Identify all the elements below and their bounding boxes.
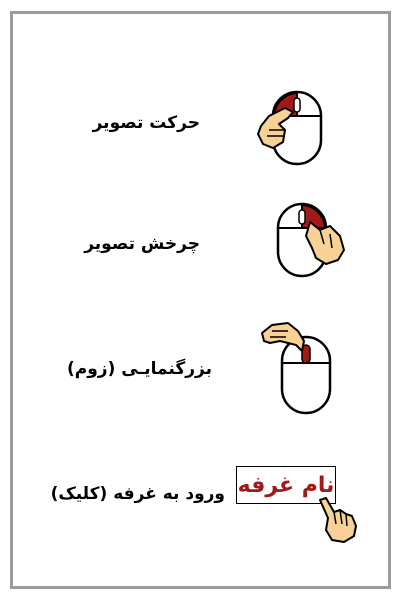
mouse-right-drag-icon	[270, 200, 350, 282]
enter-booth-label: ورود به غرفه (کلیک)	[50, 484, 225, 504]
click-hand-icon	[316, 494, 360, 546]
pan-label: حرکت تصویر	[92, 113, 200, 133]
zoom-label: بزرگنمایـی (زوم)	[66, 359, 212, 379]
booth-name-button[interactable]: نام غرفه	[236, 466, 336, 504]
rotate-label: چرخش تصویر	[84, 234, 200, 254]
mouse-left-drag-icon	[255, 86, 335, 168]
mouse-scroll-wheel-icon	[258, 319, 338, 419]
